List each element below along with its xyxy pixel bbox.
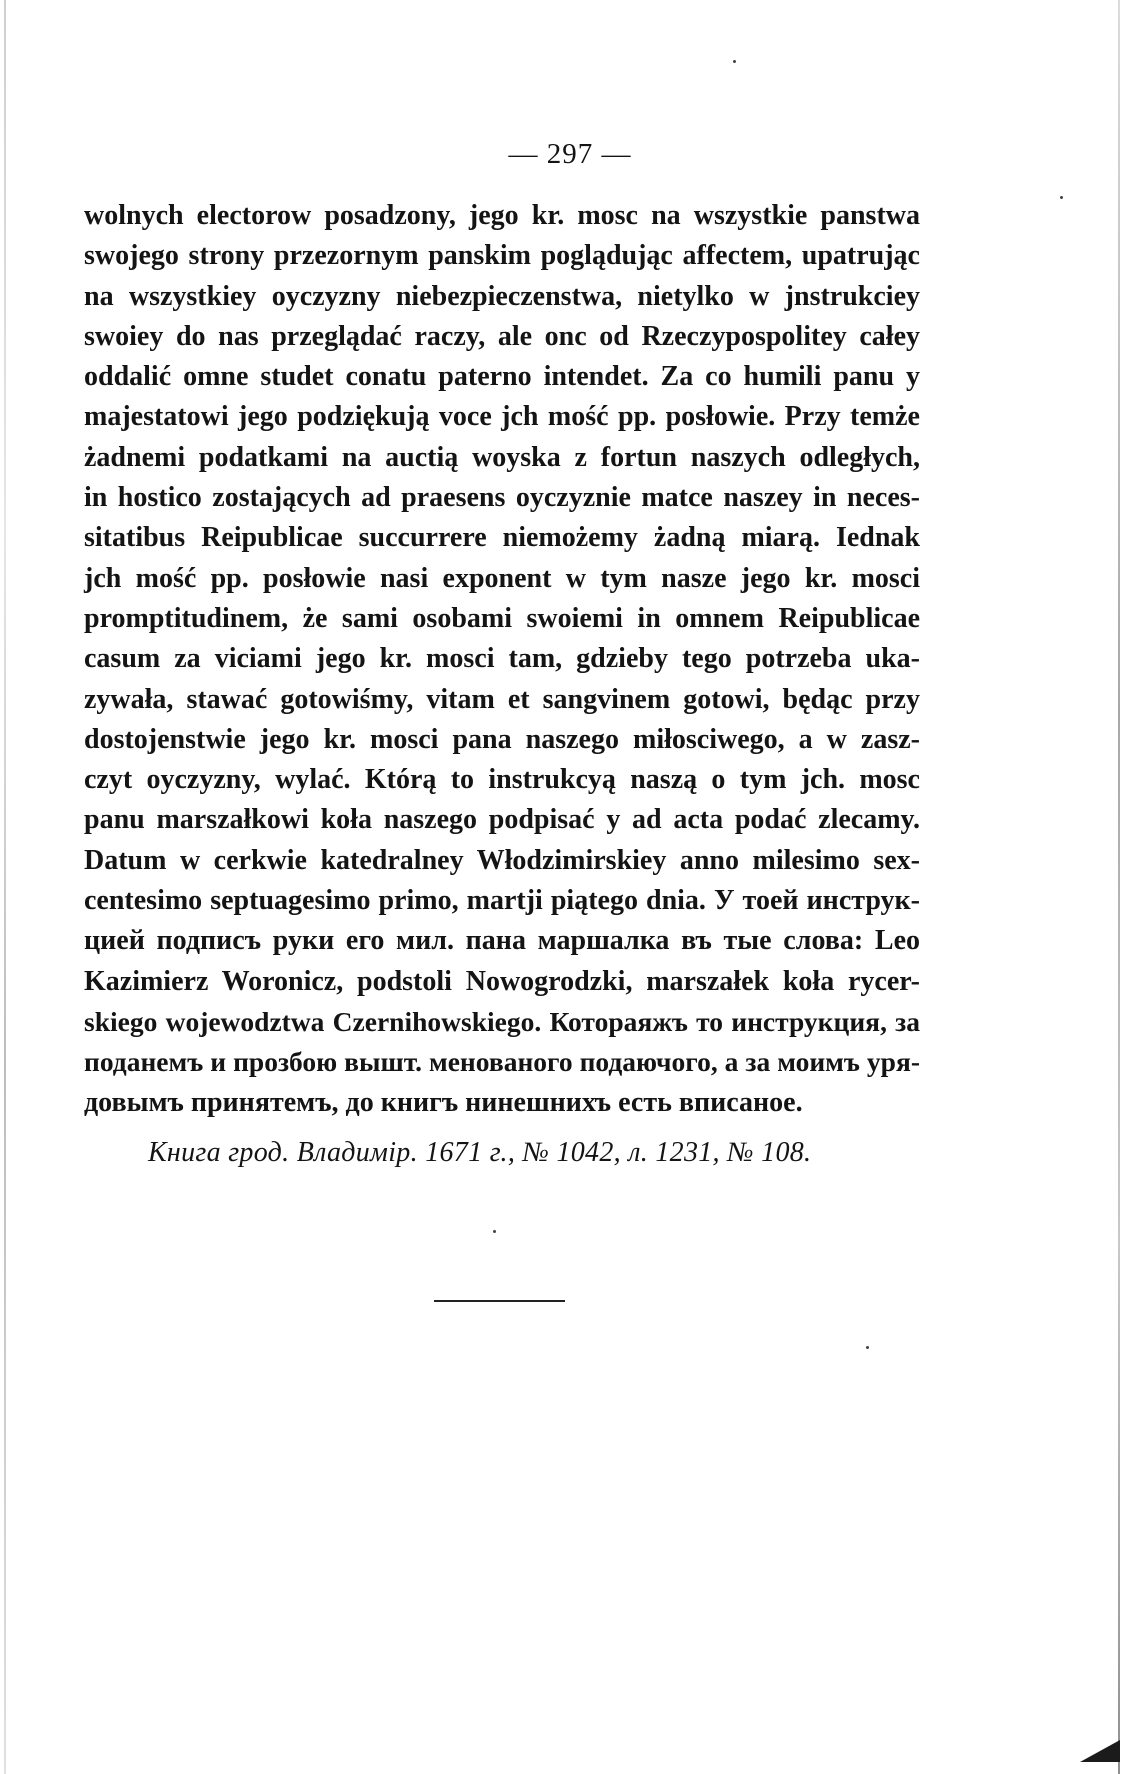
text-line: swojego strony przezornym panskim poglądując affectem, upatrując [84, 240, 920, 272]
text-line: цией подписъ руки его мил. пана маршалка въ тые слова: Leo [84, 925, 920, 957]
left-page-edge [4, 0, 6, 1774]
text-line: casum za viciami jego kr. mosci tam, gdzieby tego potrzeba uka- [84, 643, 920, 675]
text-line: skiego wojewodztwa Czernihowskiego. Котораяжъ то инструкция, за [84, 1005, 920, 1037]
text-line: żadnemi podatkami na auctią woyska z fortun naszych odległych, [84, 441, 920, 473]
body-text [84, 196, 920, 1123]
text-line: majestatowi jego podziękują voce jch mość pp. posłowie. Przy temże [84, 401, 920, 433]
text-line: sitatibus Reipublicae succurrere niemożemy żadną miarą. Iednak [84, 522, 920, 554]
text-line: czyt oyczyzny, wylać. Którą to instrukcyą naszą o tym jch. mosc [84, 764, 920, 796]
section-end-rule [434, 1300, 565, 1302]
text-line: promptitudinem, że sami osobami swoiemi in omnem Reipublicae [84, 602, 920, 634]
right-page-edge [1118, 0, 1120, 1774]
text-line: jch mość pp. posłowie nasi exponent w tym nasze jego kr. mosci [84, 562, 920, 594]
text-line: in hostico zostających ad praesens oyczyznie matce naszey in neces- [84, 482, 920, 514]
scan-speck [1060, 196, 1063, 199]
text-line: поданемъ и прозбою вышт. менованого подаючого, а за моимъ уря- [84, 1046, 920, 1078]
text-line: довымъ принятемъ, до книгъ нинешнихъ есть вписаное. [84, 1086, 803, 1118]
source-citation: Книга грод. Владимір. 1671 г., № 1042, л. 1231, № 108. [148, 1137, 812, 1168]
corner-scan-mark [1080, 1740, 1120, 1762]
page-number: — 297 — [508, 138, 632, 170]
scan-speck [866, 1346, 869, 1349]
text-line: zywała, stawać gotowiśmy, vitam et sangvinem gotowi, będąc przy [84, 683, 920, 715]
text-line: Datum w cerkwie katedralney Włodzimirskiey anno milesimo sex- [84, 844, 920, 876]
text-line: oddalić omne studet conatu paterno intendet. Za co humili panu y [84, 361, 920, 393]
text-line: panu marszałkowi koła naszego podpisać y ad acta podać zlecamy. [84, 804, 920, 836]
text-line: centesimo septuagesimo primo, martji piątego dnia. У тоей инструк- [84, 885, 920, 917]
text-line: na wszystkiey oyczyzny niebezpieczenstwa, nietylko w jnstrukciey [84, 280, 920, 312]
scan-speck [733, 60, 736, 63]
text-line: Kazimierz Woronicz, podstoli Nowogrodzki, marszałek koła rycer- [84, 965, 920, 997]
text-line: dostojenstwie jego kr. mosci pana naszego miłosciwego, a w zasz- [84, 723, 920, 755]
text-line: swoiey do nas przeglądać raczy, ale onc od Rzeczypospolitey całey [84, 320, 920, 352]
scan-speck [493, 1230, 496, 1233]
text-line: wolnych electorow posadzony, jego kr. mosc na wszystkie panstwa [84, 200, 920, 231]
